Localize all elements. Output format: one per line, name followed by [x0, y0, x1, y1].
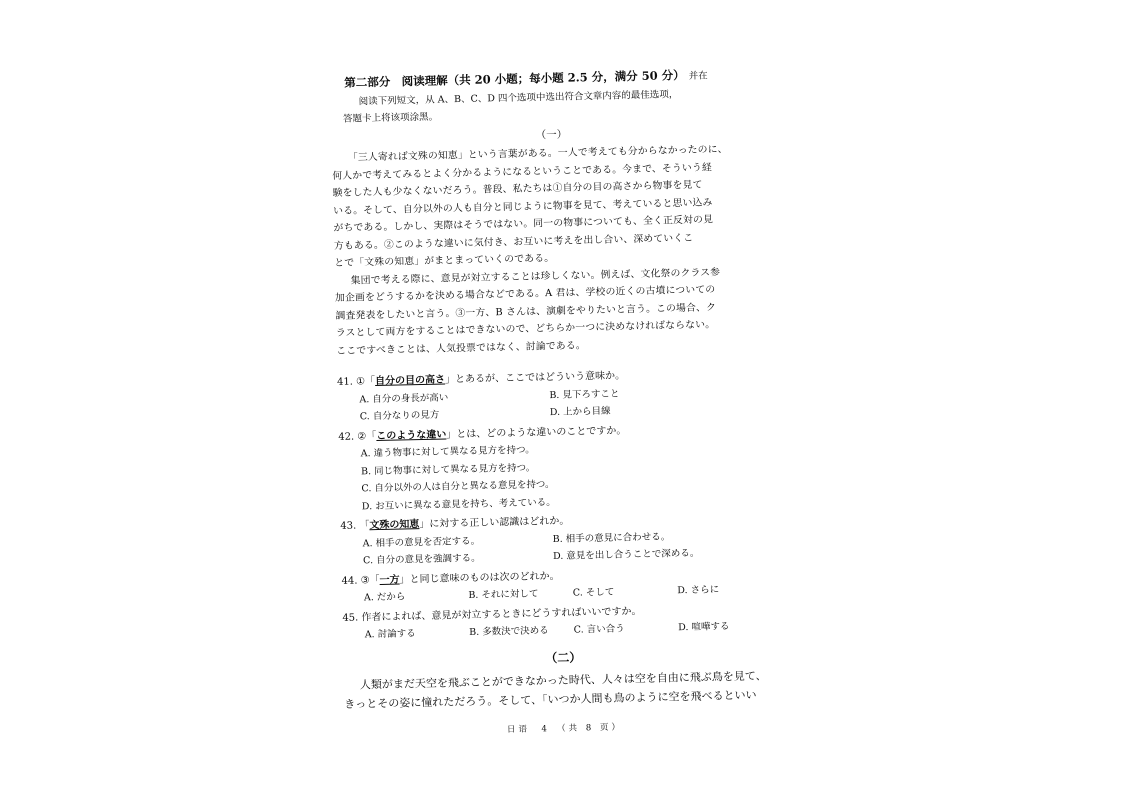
question-number: 42. — [338, 431, 355, 443]
option-a: A. 違う物事に対して異なる見方を持つ。 — [360, 444, 535, 460]
question-number: 44. — [341, 575, 358, 587]
option-c: C. 自分なりの見方 — [359, 409, 440, 423]
question-42 — [338, 418, 780, 515]
instruction-line-1: 阅读下列短文，从 A、B、C、D 四个选项中选出符合文章内容的最佳选项， — [358, 88, 679, 107]
question-45 — [342, 599, 783, 644]
passage-line: ラスとして両方をすることはできないので、どちらか一つに決めなければならない。 — [335, 319, 716, 339]
passage-line: 加企画をどうするかを決める場合などである。A 君は、学校の近くの古墳についての — [335, 284, 716, 304]
section-1-label: （一） — [535, 128, 568, 141]
option-a: A. だから — [363, 591, 406, 604]
option-c: C. 言い合う — [573, 623, 625, 636]
option-c: C. そして — [572, 586, 615, 599]
option-b: B. それに対して — [468, 588, 539, 601]
stem-keyword: 文殊の知恵 — [369, 519, 420, 532]
question-number: 45. — [342, 611, 359, 624]
passage-line: きっとその姿に憧れただろう。そして、「いつか人間も鳥のように空を飛べるといい — [344, 688, 757, 711]
part-note: 并在 — [688, 70, 708, 82]
stem-keyword: 自分の目の高さ — [374, 374, 446, 388]
option-a: A. 相手の意見を否定する。 — [362, 535, 481, 549]
passage-1 — [332, 140, 777, 360]
option-b: B. 同じ物事に対して異なる見方を持つ。 — [360, 461, 536, 477]
option-c: C. 自分の意見を強調する。 — [362, 552, 481, 567]
option-b: B. 多数決で決める — [469, 625, 549, 638]
passage-line: がちである。しかし、実際はそうではない。同一の物事についても、全く正反対の見 — [333, 214, 714, 234]
stem-prefix: ②「 — [357, 430, 377, 442]
option-a: A. 自分の身長が高い — [359, 391, 449, 405]
question-43 — [340, 508, 781, 570]
option-a: A. 討論する — [364, 628, 416, 641]
passage-line: 「三人寄れば文殊の知恵」という言葉がある。一人で考えても分からなかったのに、 — [347, 143, 728, 164]
stem-keyword: このような違い — [376, 428, 447, 442]
question-number: 43. — [340, 520, 357, 532]
passage-line: とで「文殊の知恵」がまとまっていくのである。 — [334, 252, 555, 269]
passage-2 — [344, 666, 785, 714]
stem-text: 」とは、どのような違いのことですか。 — [446, 424, 627, 440]
stem-prefix: ③「 — [360, 574, 380, 586]
option-d: D. 意見を出し合うことで深める。 — [552, 547, 700, 563]
stem-text: 」と同じ意味のものは次のどれか。 — [399, 570, 560, 586]
option-d: D. お互いに異なる意見を持ち、考えている。 — [361, 496, 556, 512]
option-d: D. 喧嘩する — [678, 621, 730, 634]
question-41 — [337, 364, 778, 426]
passage-line: 人類がまだ天空を飛ぶことができなかった時代、人々は空を自由に飛ぶ鳥を見て、 — [359, 669, 767, 692]
exam-page — [330, 65, 785, 743]
option-b: B. 見下ろすこと — [549, 388, 620, 401]
passage-line: 験をした人も少なくないだろう。普段、私たちは①自分の目の高さから物事を見て — [332, 179, 703, 199]
passage-line: ここですべきことは、人気投票ではなく、討論である。 — [336, 339, 586, 357]
option-b: B. 相手の意見に合わせる。 — [552, 530, 671, 545]
option-c: C. 自分以外の人は自分と異なる意見を持つ。 — [361, 479, 555, 495]
stem-prefix: ①「 — [355, 376, 376, 388]
option-d: D. さらに — [677, 584, 720, 597]
part-title: 第二部分 阅读理解（共 20 小题；每小题 2.5 分，满分 50 分） — [344, 67, 685, 90]
option-d: D. 上から目線 — [549, 405, 611, 419]
stem-keyword: 一方 — [379, 574, 400, 586]
passage-line: 何人かで考えてみるとよく分かるようになるということである。今まで、そういう経 — [332, 161, 713, 182]
stem-text: 」に対する正しい認識はどれか。 — [419, 515, 570, 531]
passage-line: 調査発表をしたいと言う。③一方、B さんは、演劇をやりたいと言う。この場合、ク — [335, 301, 717, 322]
stem-text: 作者によれば、意見が対立するときにどうすればいいですか。 — [361, 605, 642, 623]
section-2-label: （二） — [545, 649, 582, 665]
instruction-line-2: 答题卡上将该项涂黑。 — [342, 111, 439, 125]
question-number: 41. — [336, 376, 354, 388]
passage-line: 方もある。②このような違いに気付き、お互いに考えを出し合い、深めていくこ — [333, 232, 694, 252]
stem-text: 」とあるが、ここではどういう意味か。 — [444, 370, 626, 386]
page-footer: 日语 4 （共 8 页） — [506, 722, 624, 736]
passage-line: いる。そして、自分以外の人も自分と同じように物事を見て、考えていると思い込み — [333, 196, 713, 217]
passage-line: 集団で考える際に、意見が対立することは珍しくない。例えば、文化祭のクラス参 — [350, 266, 721, 287]
stem-prefix: 「 — [359, 520, 370, 532]
